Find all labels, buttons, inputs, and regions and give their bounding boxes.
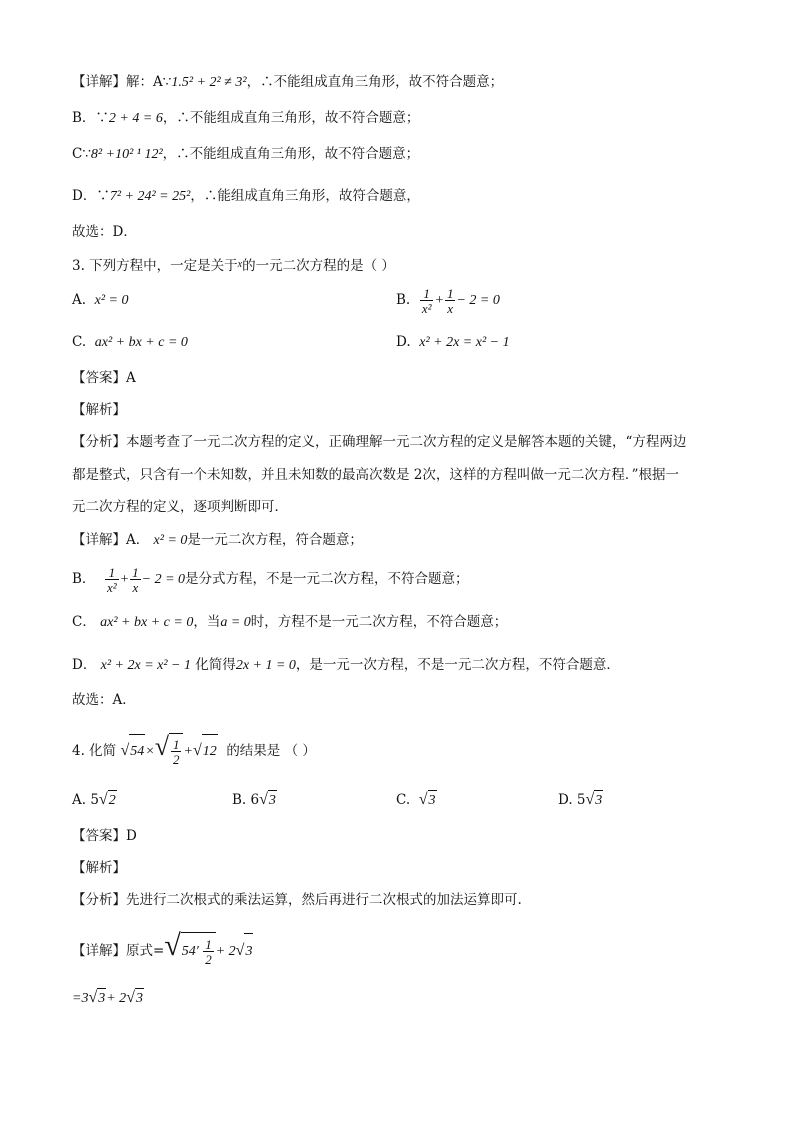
q4-option-b: B. 6√3 [232, 790, 277, 811]
equation: 8² +10² ¹ 12² [90, 147, 163, 162]
q4-option-c: C. √3 [396, 790, 437, 811]
question-3: 3. 下列方程中，一定是关于$^x$的一元二次方程的是（ ） [72, 258, 395, 274]
analysis-line-3: 元二次方程的定义，逐项判断即可． [72, 499, 288, 515]
detail-line-c: C． ax² + bx + c = 0，当a = 0时，方程不是一元二次方程，不符合题意； [72, 614, 508, 630]
fraction: $\frac{1}{\text{x²}}$ [421, 285, 432, 316]
sqrt-product: √54′ $\frac{1}{2}$ [164, 928, 215, 970]
fraction: $\frac{1}{\text{x²}}$ [107, 564, 117, 595]
analysis-heading-4: 【解析】 [72, 860, 126, 876]
solution-line-a: 【详解】解：A∵1.5² + 2² ≠ 3²，∴不能组成直角三角形，故不符合题意； [72, 74, 504, 90]
option-a: A. x² = 0 [72, 292, 129, 308]
answer-4: 【答案】D [72, 828, 137, 844]
detail-line-d: D． x² + 2x = x² − 1 化简得2x + 1 = 0，是一元一次方程，不是一元二次方程，不符合题意． [72, 657, 620, 673]
detail-line-b: B． $\frac{1}{\text{x²}}$ + $\frac{1}{x}$ − 2 = 0是分式方程，不是一元二次方程，不符合题意； [72, 564, 469, 595]
solution-line-c: C∵8² +10² ¹ 12²，∴不能组成直角三角形，故不符合题意； [72, 146, 420, 162]
q4-option-d: D. 5√3 [558, 790, 603, 811]
sqrt-half: √ $\frac{1}{2}$ [155, 730, 184, 768]
q4-option-a: A. 5√2 [72, 790, 117, 811]
analysis-4: 【分析】先进行二次根式的乘法运算，然后再进行二次根式的加法运算即可. [72, 892, 522, 908]
equation: 1.5² + 2² ≠ 3² [171, 75, 247, 90]
answer-3: 【答案】A [72, 370, 136, 386]
equation: 7² + 24² = 25² [109, 189, 191, 204]
solution-line-b: B．∵2 + 4 = 6，∴不能组成直角三角形，故不符合题意； [72, 110, 420, 126]
detail-line-a: 【详解】A． x² = 0是一元二次方程，符合题意； [72, 532, 363, 548]
choice-line-3: 故选：A． [72, 692, 136, 708]
analysis-line-1: 【分析】本题考查了一元二次方程的定义，正确理解一元二次方程的定义是解答本题的关键，“方程两边 [72, 434, 687, 450]
question-4: 4. 化简 √54×√ $\frac{1}{2}$ +√12 的结果是 （ ） [72, 730, 316, 769]
sqrt-54: √54 [120, 734, 145, 769]
sqrt-12: √12 [193, 734, 218, 769]
analysis-heading: 【解析】 [72, 402, 126, 418]
option-c: C. ax² + bx + c = 0 [72, 334, 188, 350]
solution-line-d: D．∵7² + 24² = 25²，∴能组成直角三角形，故符合题意， [72, 188, 420, 204]
option-d: D. x² + 2x = x² − 1 [396, 334, 510, 350]
choice-line: 故选：D． [72, 224, 137, 240]
fraction: $\frac{1}{x}$ [132, 564, 139, 595]
option-b: B. $\frac{1}{\text{x²}}$ + $\frac{1}{x}$ − 2 = 0 [396, 285, 500, 316]
equation: 2 + 4 = 6 [108, 111, 163, 126]
detail-4-line-2: =3√3+ 2√3 [72, 988, 144, 1009]
fraction: $\frac{1}{x}$ [446, 285, 454, 316]
analysis-line-2: 都是整式，只含有一个未知数，并且未知数的最高次数是 2次，这样的方程叫做一元二次方程．”根据一 [72, 467, 680, 483]
detail-4-line-1: 【详解】原式=√54′ $\frac{1}{2}$ + 2√3 [72, 928, 253, 970]
